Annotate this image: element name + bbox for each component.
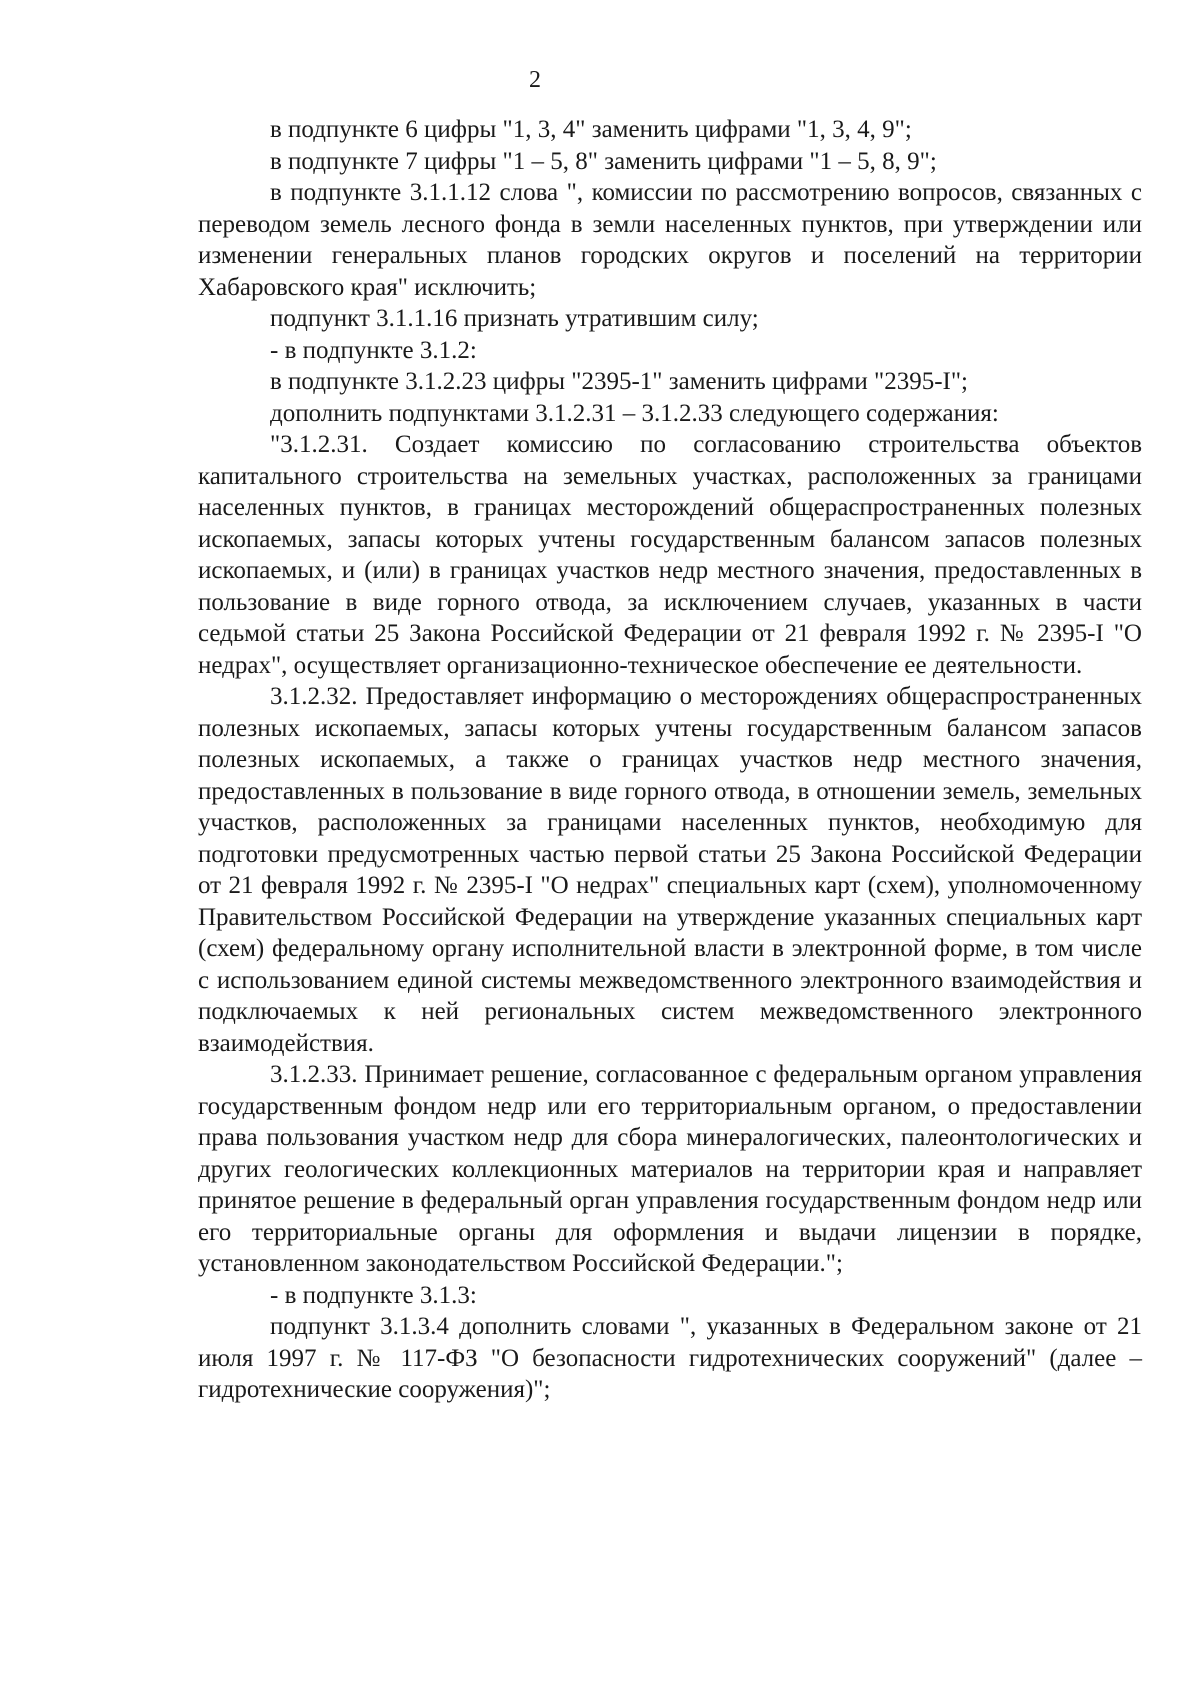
paragraph-3-1-2-32: 3.1.2.32. Предоставляет информацию о месторождениях общераспространенных полезных ископаемых, запасы которых учтены государственным балансом запасов полезных ископаемых, а также о границах участков недр местного значения, предоставленных в пользование в виде горного отвода, в отношении земель, земельных участков, расположенных за границами населенных пунктов, необходимую для подготовки предусмотренных частью первой статьи 25 Закона Российской Федерации от 21 февраля 1992 г. № 2395-I "О недрах" специальных карт (схем), уполномоченному Правительством Российской Федерации на утверждение указанных специальных карт (схем) федеральному органу исполнительной власти в электронной форме, в том числе с использованием единой системы межведомственного электронного взаимодействия и подключаемых к ней региональных систем межведомственного электронного взаимодействия. [198, 683, 1142, 1057]
paragraph-3-1-3-4: подпункт 3.1.3.4 дополнить словами ", указанных в Федеральном законе от 21 июля 1997 г. № 117-ФЗ "О безопасности гидротехнических сооружений" (далее – гидротехнические сооружения)"; [198, 1313, 1142, 1403]
paragraph-3-1-1-16: подпункт 3.1.1.16 признать утратившим силу; [270, 305, 759, 332]
paragraph-3-1-2-33: 3.1.2.33. Принимает решение, согласованное с федеральным органом управления государственным фондом недр или его территориальным органом, о предоставлении права пользования участком недр для сбора минералогических, палеонтологических и других геологических коллекционных материалов на территории края и направляет принятое решение в федеральный орган управления государственным фондом недр или его территориальные органы для оформления и выдачи лицензии в порядке, установленном законодательством Российской Федерации."; [198, 1061, 1142, 1277]
paragraph-subitem-7: в подпункте 7 цифры "1 – 5, 8" заменить цифрами "1 – 5, 8, 9"; [270, 147, 937, 175]
paragraph-add-subitems: дополнить подпунктами 3.1.2.31 – 3.1.2.33 следующего содержания: [270, 399, 999, 427]
paragraph-3-1-2-31: "3.1.2.31. Создает комиссию по согласованию строительства объектов капитального строительства на земельных участках, расположенных за границами населенных пунктов, в границах месторождений общераспространенных полезных ископаемых, запасы которых учтены государственным балансом запасов полезных ископаемых, и (или) в границах участков недр местного значения, предоставленных в пользование в виде горного отвода, за исключением случаев, указанных в части седьмой статьи 25 Закона Российской Федерации от 21 февраля 1992 г. № 2395-I "О недрах", осуществляет организационно-техническое обеспечение ее деятельности. [198, 431, 1142, 679]
paragraph-3-1-1-12: в подпункте 3.1.1.12 слова ", комиссии по рассмотрению вопросов, связанных с переводом земель лесного фонда в земли населенных пунктов, при утверждении или изменении генеральных планов городских округов и поселений на территории Хабаровского края" исключить; [198, 179, 1142, 301]
paragraph-3-1-2-heading: - в подпункте 3.1.2: [270, 336, 477, 364]
page-number: 2 [529, 67, 541, 93]
document-body [198, 114, 1142, 1406]
paragraph-subitem-6: в подпункте 6 цифры "1, 3, 4" заменить цифрами "1, 3, 4, 9"; [270, 116, 912, 143]
paragraph-3-1-3-heading: - в подпункте 3.1.3: [270, 1281, 477, 1309]
paragraph-3-1-2-23: в подпункте 3.1.2.23 цифры "2395-1" заменить цифрами "2395-I"; [270, 368, 968, 395]
